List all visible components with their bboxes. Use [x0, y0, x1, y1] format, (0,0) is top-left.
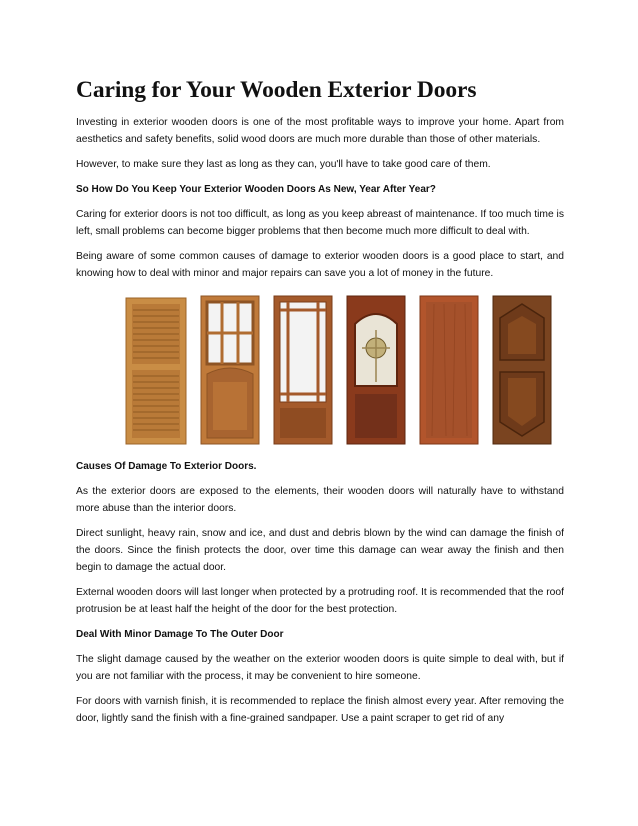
section-heading-keep-new: So How Do You Keep Your Exterior Wooden Doors As New, Year After Year? [76, 184, 436, 195]
door-stained-glass [347, 296, 405, 444]
paragraph-varnish: For doors with varnish finish, it is recommended to replace the finish almost every year. After removing the door, lightly sand the finish with a fine-grained sandpaper. Use a paint scraper to get rid of any [76, 696, 564, 724]
section-heading-causes: Causes Of Damage To Exterior Doors. [76, 461, 257, 472]
door-arched-glass [201, 296, 259, 444]
paragraph-intro: Investing in exterior wooden doors is one of the most profitable ways to improve your home. Apart from aesthetics and safety benefits, solid wood doors are much more durable than those of other materials. [76, 117, 564, 145]
paragraph-care: However, to make sure they last as long as they can, you'll have to take good care of them. [76, 159, 491, 170]
section-heading-minor-damage: Deal With Minor Damage To The Outer Door [76, 629, 284, 640]
paragraph-roof: External wooden doors will last longer when protected by a protruding roof. It is recommended that the roof protrusion be at least half the height of the door for the best protection. [76, 587, 564, 615]
door-raised-panel [493, 296, 551, 444]
document-body [76, 76, 564, 735]
paragraph-maintenance: Caring for exterior doors is not too difficult, as long as you keep abreast of maintenance. If too much time is left, small problems can become bigger problems that then become much more difficult to deal with. [76, 209, 564, 237]
paragraph-slight-damage: The slight damage caused by the weather on the exterior wooden doors is quite simple to deal with, but if you are not familiar with the process, it may be convenient to hire someone. [76, 654, 564, 682]
page-title: Caring for Your Wooden Exterior Doors [76, 77, 477, 103]
doors-illustration [76, 290, 564, 446]
paragraph-weather: Direct sunlight, heavy rain, snow and ice, and dust and debris blown by the wind can damage the finish of the doors. Since the finish protects the door, over time this damage can wear away the finish and then begin to damage the actual door. [76, 528, 564, 573]
door-louvered [126, 298, 186, 444]
door-flat-panel [420, 296, 478, 444]
wooden-doors-photo [76, 290, 564, 446]
paragraph-exposure: As the exterior doors are exposed to the elements, their wooden doors will naturally have to withstand more abuse than the interior doors. [76, 486, 564, 514]
door-multi-lite [274, 296, 332, 444]
paragraph-awareness: Being aware of some common causes of damage to exterior wooden doors is a good place to start, and knowing how to deal with minor and major repairs can save you a lot of money in the future. [76, 251, 564, 279]
